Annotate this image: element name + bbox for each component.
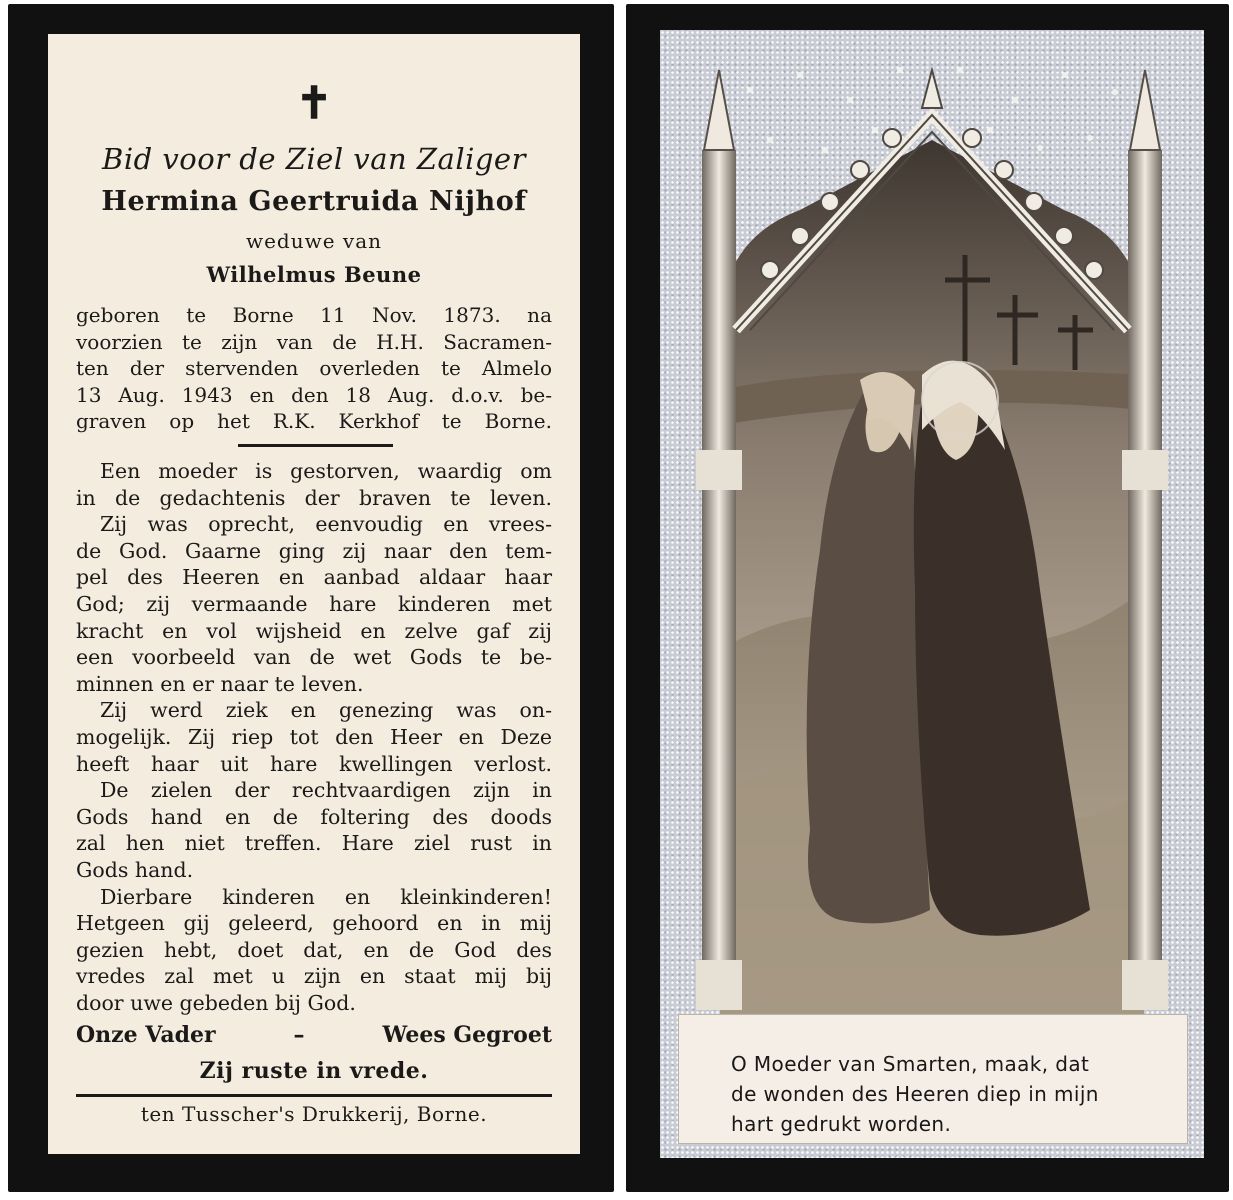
eulogy-line: een voorbeeld van de wet Gods te be- [76, 645, 552, 670]
silver-frame [660, 30, 1204, 1158]
card-paper [48, 34, 580, 1154]
eulogy-line: Zij was oprecht, eenvoudig en vrees- [100, 512, 552, 537]
eulogy-line: mogelijk. Zij riep tot den Heer en Deze [76, 724, 552, 749]
eulogy-line: De zielen der rechtvaardigen zijn in [100, 778, 552, 803]
finial [922, 70, 942, 108]
right-pillar [1122, 70, 1168, 1010]
caption-panel [678, 1014, 1188, 1144]
invocation-heading: Bid voor de Ziel van Zaliger [102, 142, 526, 176]
eulogy-line: Hetgeen gij geleerd, gehoord en in mij [76, 911, 552, 936]
eulogy-line: zal hen niet treffen. Hare ziel rust in [76, 831, 552, 856]
eulogy-text [76, 458, 552, 1016]
prayer-hail-mary: Wees Gegroet [382, 1022, 552, 1048]
memorial-card-text-side [8, 4, 614, 1192]
eulogy-line: gezien hebt, doet dat, en de God des [76, 937, 552, 962]
eulogy-line: de God. Gaarne ging zij naar den tem- [76, 538, 552, 563]
eulogy-line: heeft haar uit hare kwellingen verlost. [76, 751, 552, 776]
caption-line: hart gedrukt worden. [731, 1112, 952, 1136]
husband-name: Wilhelmus Beune [206, 262, 422, 287]
eulogy-line: kracht en vol wijsheid en zelve gaf zij [76, 618, 552, 643]
eulogy-line: vredes zal met u zijn en staat mij bij [76, 964, 552, 989]
eulogy-line: in de gedachtenis der braven te leven. [76, 485, 552, 510]
memorial-card-picture-side [626, 4, 1229, 1192]
eulogy-line: pel des Heeren en aanbad aldaar haar [76, 565, 552, 590]
eulogy-line: Een moeder is gestorven, waardig om [100, 459, 552, 483]
eulogy-line: God; zij vermaande hare kinderen met [76, 591, 552, 616]
divider-long [76, 1094, 552, 1097]
left-pillar [696, 70, 742, 1010]
caption-line: O Moeder van Smarten, maak, dat [731, 1052, 1090, 1076]
divider-short [238, 444, 393, 447]
caption-line: de wonden des Heeren diep in mijn [731, 1082, 1099, 1106]
eulogy-line: Gods hand. [76, 857, 194, 882]
prayer-dash: – [293, 1022, 305, 1048]
deceased-name: Hermina Geertruida Nijhof [101, 186, 527, 217]
eulogy-line: minnen en er naar te leven. [76, 671, 364, 696]
biography-paragraph [76, 302, 552, 435]
bio-line: voorzien te zijn van de H.H. Sacramen- [76, 329, 552, 354]
eulogy-line: Dierbare kinderen en kleinkinderen! [100, 884, 552, 909]
bio-line: graven op het R.K. Kerkhof te Borne. [76, 409, 552, 433]
bio-line: 13 Aug. 1943 en den 18 Aug. d.o.v. be- [76, 382, 552, 407]
devotional-illustration [660, 30, 1204, 1020]
bio-line: ten der stervenden overleden te Almelo [76, 356, 552, 380]
widow-of-label: weduwe van [245, 229, 383, 253]
eulogy-line: door uwe gebeden bij God. [76, 990, 356, 1015]
prayer-line [76, 1022, 552, 1048]
cross-icon: ✝ [295, 78, 333, 129]
printer-credit: ten Tusscher's Drukkerij, Borne. [140, 1102, 488, 1126]
eulogy-line: Gods hand en de foltering des doods [76, 804, 552, 829]
eulogy-line: Zij werd ziek en genezing was on- [100, 698, 552, 723]
prayer-caption [731, 1049, 1151, 1139]
prayer-our-father: Onze Vader [76, 1022, 216, 1048]
bio-line: geboren te Borne 11 Nov. 1873. na [76, 303, 552, 327]
rest-in-peace: Zij ruste in vrede. [199, 1058, 429, 1084]
